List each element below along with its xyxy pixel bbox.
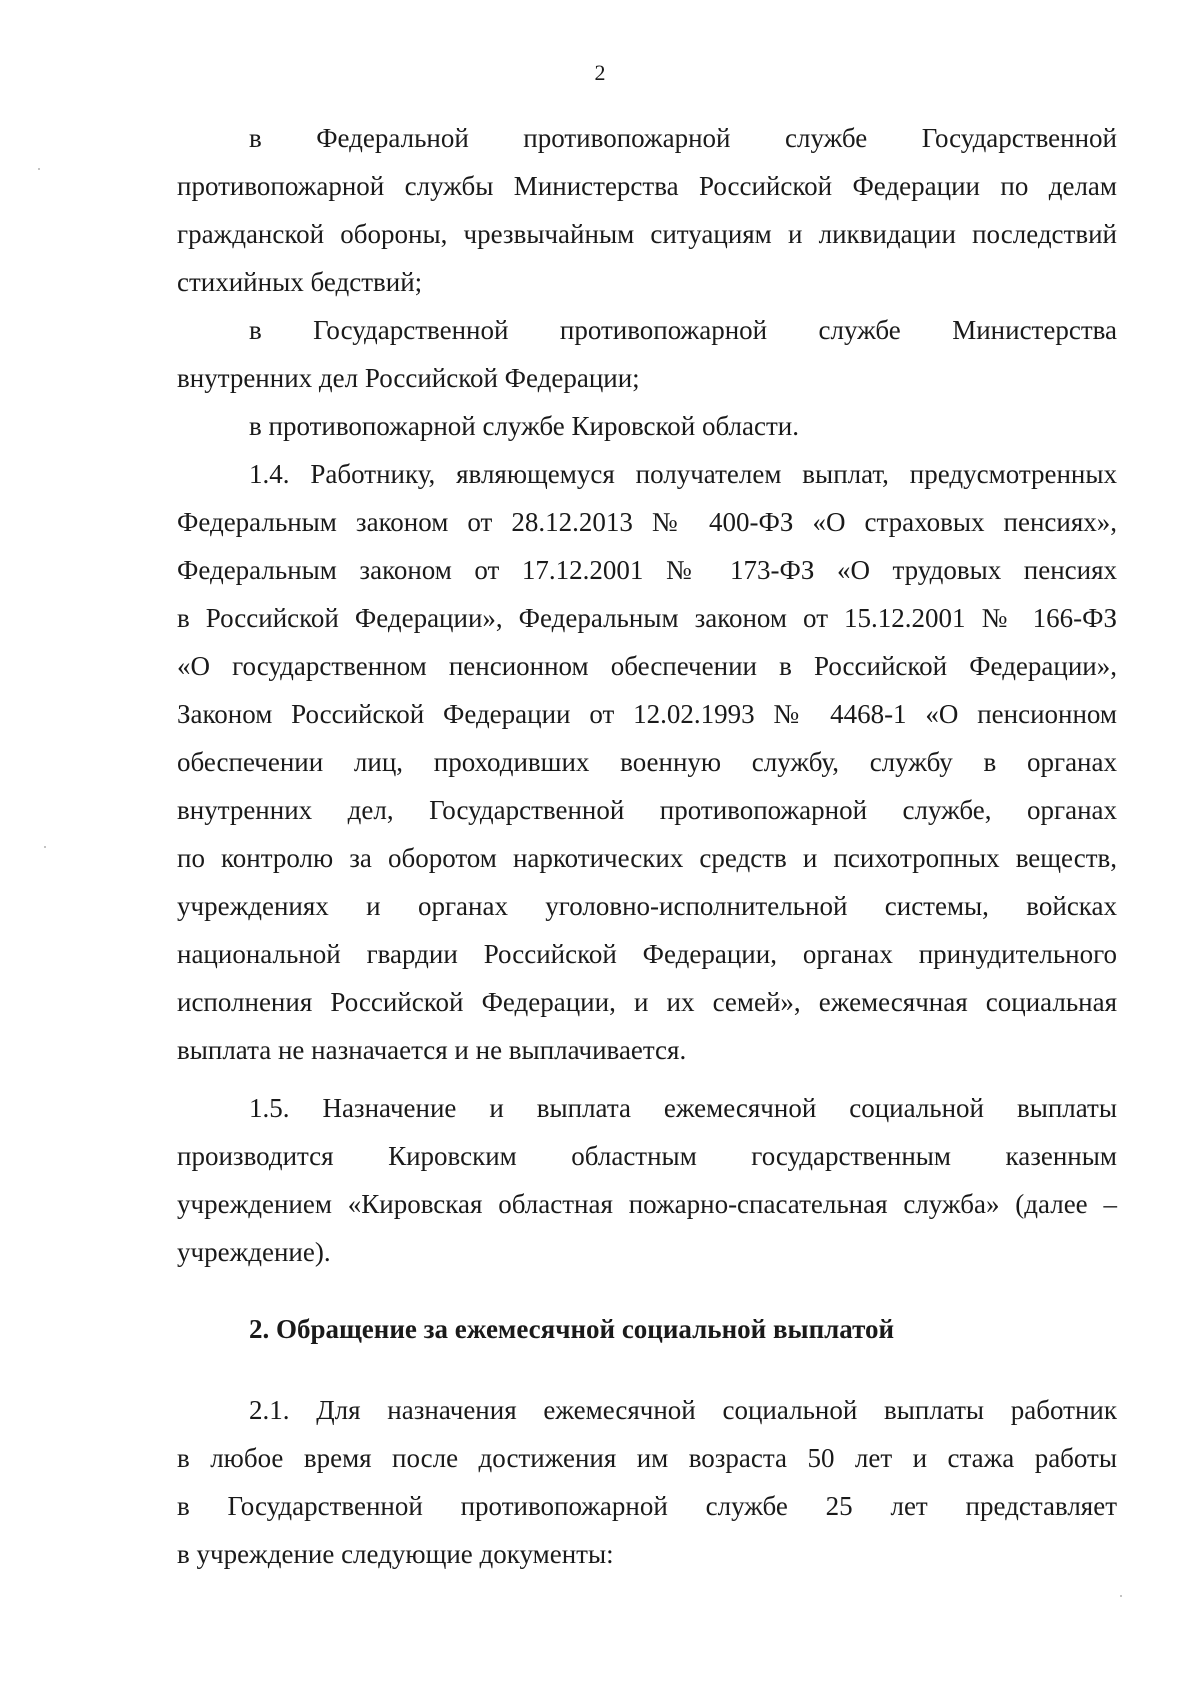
- text-line: в любое время после достижения им возраста 50 лет и стажа работы: [177, 1443, 1117, 1473]
- text-line: учреждениях и органах уголовно-исполнительной системы, войсках: [177, 891, 1117, 921]
- paragraph-kirov-service: [177, 402, 1117, 450]
- text-line: обеспечении лиц, проходивших военную службу, службу в органах: [177, 747, 1117, 777]
- paragraph-federal-service: [177, 114, 1117, 306]
- text-line: Федеральным законом от 17.12.2001 № 173-ФЗ «О трудовых пенсиях: [177, 555, 1117, 585]
- paragraph-1-4: [177, 450, 1117, 1074]
- paragraph-interior-ministry: [177, 306, 1117, 402]
- paragraph-1-5: [177, 1084, 1117, 1276]
- text-line: внутренних дел Российской Федерации;: [177, 363, 640, 393]
- text-line: производится Кировским областным государственным казенным: [177, 1141, 1117, 1171]
- text-line: учреждением «Кировская областная пожарно-спасательная служба» (далее –: [177, 1189, 1117, 1219]
- text-line: исполнения Российской Федерации, и их семей», ежемесячная социальная: [177, 987, 1117, 1017]
- text-line: в Государственной противопожарной службе Министерства: [249, 315, 1117, 345]
- text-line: национальной гвардии Российской Федерации, органах принудительного: [177, 939, 1117, 969]
- scan-speck: [1120, 1595, 1122, 1597]
- scan-speck: [38, 168, 40, 170]
- text-line: внутренних дел, Государственной противопожарной службе, органах: [177, 795, 1117, 825]
- text-line: «О государственном пенсионном обеспечении в Российской Федерации»,: [177, 651, 1117, 681]
- text-line: Законом Российской Федерации от 12.02.1993 № 4468-1 «О пенсионном: [177, 699, 1117, 729]
- text-line: Федеральным законом от 28.12.2013 № 400-ФЗ «О страховых пенсиях»,: [177, 507, 1117, 537]
- text-line: выплата не назначается и не выплачивается.: [177, 1035, 687, 1065]
- text-line: стихийных бедствий;: [177, 267, 423, 297]
- section-heading: 2. Обращение за ежемесячной социальной выплатой: [249, 1314, 895, 1344]
- text-line: в противопожарной службе Кировской области.: [249, 411, 799, 441]
- text-line: в учреждение следующие документы:: [177, 1539, 614, 1569]
- text-line: в Федеральной противопожарной службе Государственной: [249, 123, 1117, 153]
- text-line: по контролю за оборотом наркотических средств и психотропных веществ,: [177, 843, 1117, 873]
- text-line: противопожарной службы Министерства Российской Федерации по делам: [177, 171, 1117, 201]
- text-line: в Российской Федерации», Федеральным законом от 15.12.2001 № 166-ФЗ: [177, 603, 1117, 633]
- scan-speck: [44, 846, 46, 848]
- text-line: 1.5. Назначение и выплата ежемесячной социальной выплаты: [249, 1093, 1117, 1123]
- text-line: гражданской обороны, чрезвычайным ситуациям и ликвидации последствий: [177, 219, 1117, 249]
- text-line: 1.4. Работнику, являющемуся получателем выплат, предусмотренных: [249, 459, 1117, 489]
- paragraph-2-1: [177, 1386, 1117, 1578]
- text-line: в Государственной противопожарной службе 25 лет представляет: [177, 1491, 1117, 1521]
- text-line: учреждение).: [177, 1237, 331, 1267]
- page-number: 2: [594, 60, 606, 85]
- text-line: 2.1. Для назначения ежемесячной социальной выплаты работник: [249, 1395, 1117, 1425]
